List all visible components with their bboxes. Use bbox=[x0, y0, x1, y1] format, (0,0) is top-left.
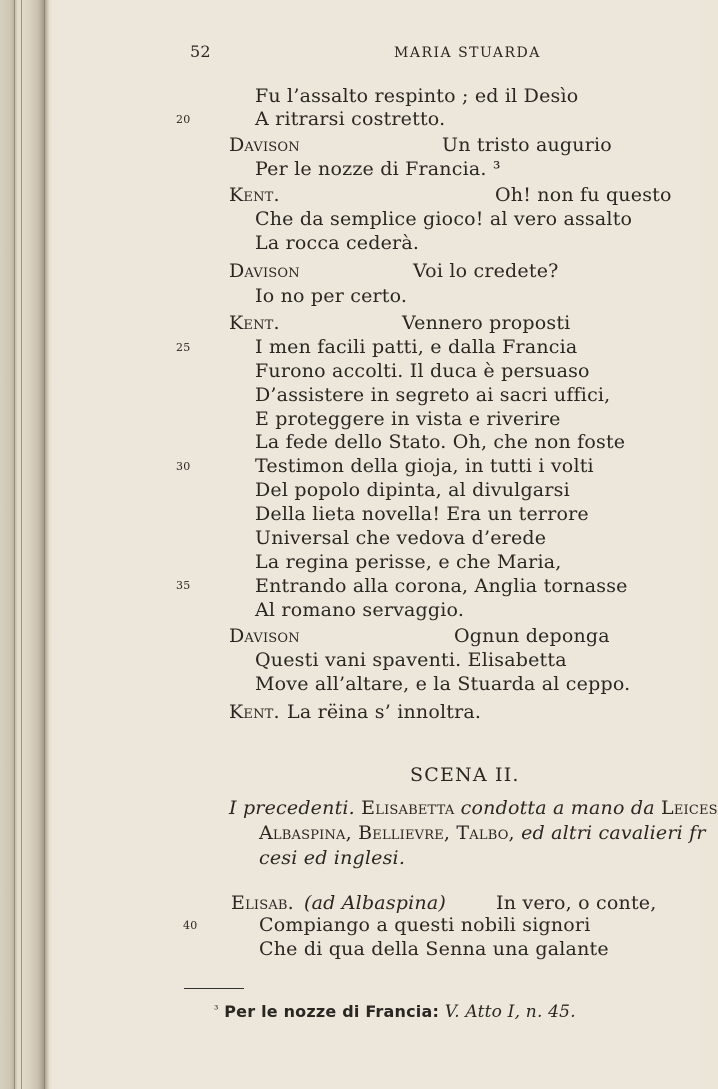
line-number: 35 bbox=[176, 579, 191, 592]
stage-direction-italic: cesi ed inglesi. bbox=[259, 847, 406, 869]
line-number: 30 bbox=[176, 460, 191, 473]
verse-line: Che da semplice gioco! al vero assalto bbox=[255, 208, 633, 230]
page-edge bbox=[14, 0, 15, 1089]
verse-line: Del popolo dipinta, al divulgarsi bbox=[255, 479, 570, 501]
verse-line: Per le nozze di Francia. ³ bbox=[255, 158, 501, 180]
speaker-name: Davison bbox=[229, 625, 300, 647]
stage-direction bbox=[229, 799, 718, 818]
line-number: 40 bbox=[183, 919, 198, 932]
character-name: Leices bbox=[661, 797, 718, 819]
footnote-marker: ³ bbox=[214, 1003, 219, 1016]
stage-direction-italic: condotta a mano da bbox=[460, 797, 655, 819]
verse-line: La regina perisse, e che Maria, bbox=[255, 551, 562, 573]
footnote-term: Per le nozze di Francia: bbox=[224, 1002, 440, 1021]
verse-line: I men facili patti, e dalla Francia bbox=[255, 336, 578, 358]
verse-line: D’assistere in segreto ai sacri uffici, bbox=[255, 384, 611, 406]
verse-line: Universal che vedova d’erede bbox=[255, 527, 547, 549]
verse-line: Furono accolti. Il duca è persuaso bbox=[255, 360, 590, 382]
verse-line: Compiango a questi nobili signori bbox=[259, 914, 591, 936]
verse-line: Che di qua della Senna una galante bbox=[259, 938, 609, 960]
verse-line: In vero, o conte, bbox=[496, 892, 657, 914]
speaker-name: Davison bbox=[229, 260, 300, 282]
page-number: 52 bbox=[190, 42, 211, 61]
verse-line: E proteggere in vista e riverire bbox=[255, 408, 561, 430]
verse-line: La fede dello Stato. Oh, che non foste bbox=[255, 431, 626, 453]
character-name: Elisabetta bbox=[361, 797, 455, 819]
speaker-name: Kent. bbox=[229, 184, 280, 206]
line-number: 25 bbox=[176, 341, 191, 354]
line-number: 20 bbox=[176, 113, 191, 126]
speaker-name: Davison bbox=[229, 134, 300, 156]
footnote-rule bbox=[184, 988, 244, 989]
verse-line: Testimon della gioja, in tutti i volti bbox=[255, 455, 594, 477]
verse-line: La rëina s’ innoltra. bbox=[287, 701, 482, 723]
verse-line: Della lieta novella! Era un terrore bbox=[255, 503, 589, 525]
verse-line: Un tristo augurio bbox=[442, 134, 612, 156]
verse-line: Vennero proposti bbox=[402, 312, 571, 334]
stage-direction bbox=[259, 824, 706, 843]
footnote-reference: V. Atto I, n. 45. bbox=[444, 1002, 576, 1022]
character-names: Albaspina, Bellievre, Talbo, bbox=[259, 822, 515, 844]
verse-line: Voi lo credete? bbox=[413, 260, 559, 282]
verse-line: Fu l’assalto respinto ; ed il Desìo bbox=[255, 85, 579, 107]
footnote bbox=[214, 1004, 576, 1021]
verse-line: Oh! non fu questo bbox=[495, 184, 672, 206]
speaker-name: Kent. bbox=[229, 701, 280, 723]
verse-line: Al romano servaggio. bbox=[255, 599, 465, 621]
speaker-name: Elisab. bbox=[231, 892, 294, 914]
stage-direction-italic: I precedenti. bbox=[229, 797, 355, 819]
scene-heading: SCENA II. bbox=[410, 764, 520, 786]
stage-direction-italic: (ad Albaspina) bbox=[304, 892, 446, 914]
speaker-name: Kent. bbox=[229, 312, 280, 334]
page-edge bbox=[21, 0, 22, 1089]
verse-line: Questi vani spaventi. Elisabetta bbox=[255, 649, 567, 671]
verse-line: Move all’altare, e la Stuarda al ceppo. bbox=[255, 673, 631, 695]
running-title: MARIA STUARDA bbox=[394, 45, 541, 61]
stage-direction-italic: ed altri cavalieri fr bbox=[521, 822, 706, 844]
verse-line: La rocca cederà. bbox=[255, 232, 420, 254]
page-edge bbox=[44, 0, 45, 1089]
verse-line: A ritrarsi costretto. bbox=[255, 108, 446, 130]
verse-line: Io no per certo. bbox=[255, 285, 408, 307]
book-binding bbox=[0, 0, 52, 1089]
verse-line: Ognun deponga bbox=[454, 625, 610, 647]
verse-line: Entrando alla corona, Anglia tornasse bbox=[255, 575, 628, 597]
